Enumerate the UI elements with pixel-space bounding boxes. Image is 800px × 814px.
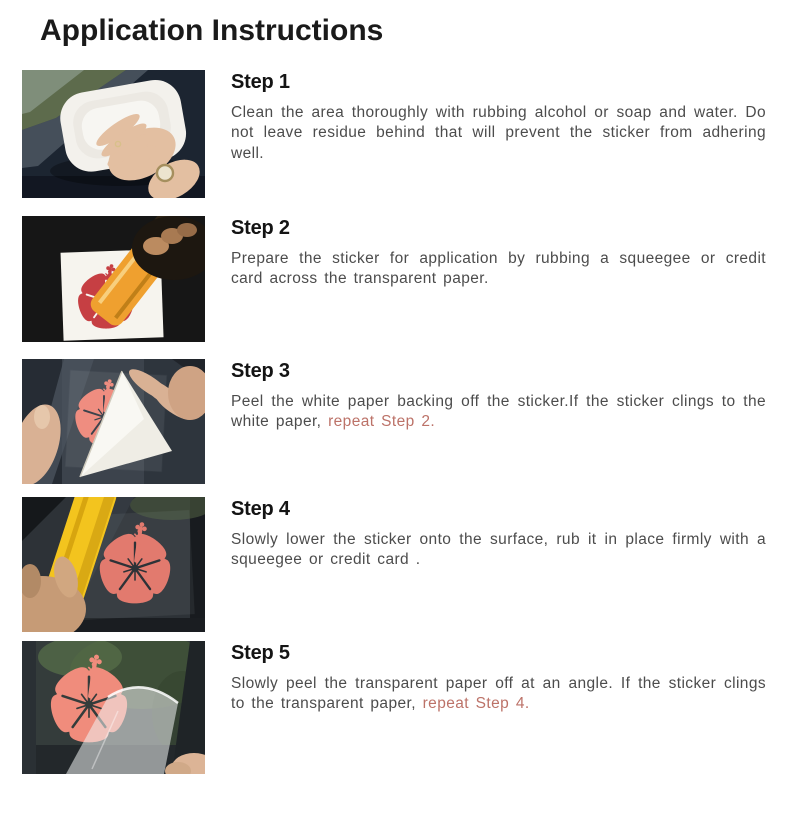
step5-body-text: Slowly peel the transparent paper off at an angle. If the sticker clings to the transparent paper, <box>231 675 766 713</box>
step4-body <box>231 530 766 571</box>
step3-text <box>231 359 766 433</box>
step1-text <box>231 70 766 164</box>
repeat-step-4-link[interactable]: repeat Step 4. <box>422 695 530 713</box>
page-title: Application Instructions <box>40 14 384 47</box>
step1-photo-wipe-surface <box>22 70 205 198</box>
step2-body <box>231 249 766 290</box>
step2-photo-squeegee-on-paper <box>22 216 205 342</box>
step4-body-text: Slowly lower the sticker onto the surface, rub it in place firmly with a squeegee or credit card . <box>231 531 766 569</box>
wrist-watch <box>157 165 173 181</box>
step-row-5 <box>22 641 800 774</box>
step3-photo-peel-backing <box>22 359 205 484</box>
step4-heading: Step 4 <box>231 498 290 520</box>
step5-heading: Step 5 <box>231 642 290 664</box>
step5-text <box>231 641 766 715</box>
step-row-1 <box>22 70 800 198</box>
step-row-2 <box>22 216 800 342</box>
step3-heading: Step 3 <box>231 360 290 382</box>
step2-heading: Step 2 <box>231 217 290 239</box>
step3-body <box>231 392 766 433</box>
step1-body <box>231 103 766 164</box>
step3-body-text: Peel the white paper backing off the sticker.If the sticker clings to the white paper, <box>231 393 766 431</box>
step5-photo-peel-transparent <box>22 641 205 774</box>
step2-text <box>231 216 766 290</box>
step-row-3 <box>22 359 800 484</box>
step-row-4 <box>22 497 800 632</box>
step4-text <box>231 497 766 571</box>
step4-photo-squeegee-on-window <box>22 497 205 632</box>
step1-body-text: Clean the area thoroughly with rubbing alcohol or soap and water. Do not leave residue behind that will prevent the sticker from adhering well. <box>231 104 766 162</box>
step2-body-text: Prepare the sticker for application by rubbing a squeegee or credit card across the transparent paper. <box>231 250 766 288</box>
repeat-step-2-link[interactable]: repeat Step 2. <box>328 413 436 431</box>
step1-heading: Step 1 <box>231 71 290 93</box>
step5-body <box>231 674 766 715</box>
